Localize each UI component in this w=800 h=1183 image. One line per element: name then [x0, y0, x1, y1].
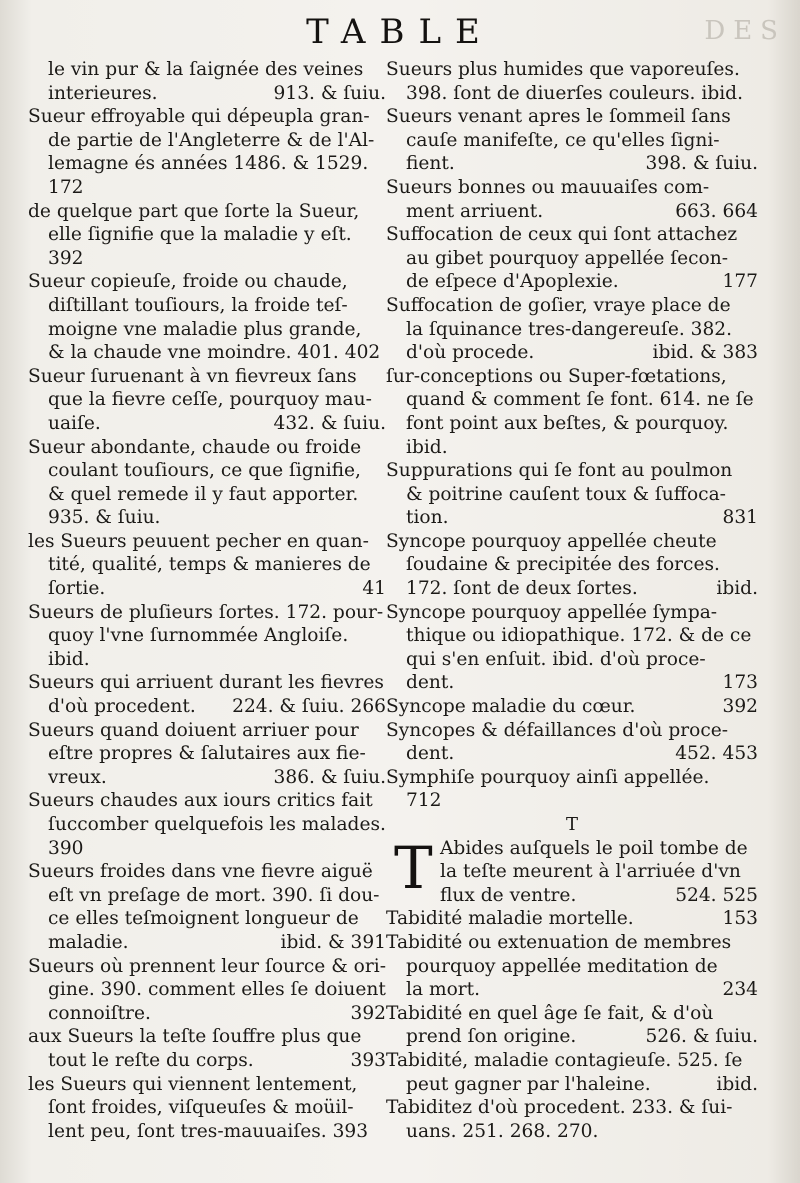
index-line — [386, 907, 758, 931]
index-line: eſtre propres & ſalutaires aux fie- — [48, 743, 366, 765]
entry-text: uaiſe. — [48, 412, 101, 434]
index-line — [28, 695, 386, 719]
index-line — [28, 82, 386, 106]
index-line: coulant touſiours, ce que ſignifie, — [48, 460, 361, 482]
index-line: Sueurs froides dans vne fievre aiguë — [28, 861, 373, 883]
index-line: 712 — [406, 790, 442, 812]
entry-text: prend ſon origine. — [406, 1026, 577, 1048]
entry-text: 172. ſont de deux ſortes. — [406, 578, 638, 600]
page-reference: 153 — [722, 908, 758, 930]
page-reference: 663. 664 — [675, 200, 758, 222]
index-line — [386, 577, 758, 601]
index-line: gine. 390. comment elles ſe doiuent — [48, 979, 386, 1001]
index-line: Sueurs bonnes ou mauuaiſes com- — [386, 176, 710, 198]
index-line — [386, 1073, 758, 1097]
index-line: Suffocation de goſier, vraye place de — [386, 294, 731, 316]
index-line: Sueurs quand doiuent arriuer pour — [28, 719, 359, 741]
entry-text: connoiſtre. — [48, 1002, 151, 1024]
index-line — [28, 577, 386, 601]
page-reference: 398. & ſuiu. — [645, 153, 758, 175]
index-line: ſoudaine & precipitée des forces. — [406, 554, 720, 576]
entry-text: de eſpece d'Apoplexie. — [406, 271, 619, 293]
index-column-left — [28, 58, 386, 1168]
index-line: Sueurs venant apres le ſommeil ſans — [386, 106, 731, 128]
page-reference: 524. 525 — [675, 884, 758, 906]
index-line — [386, 884, 758, 908]
index-line: Sueurs où prennent leur ſource & ori- — [28, 955, 386, 977]
entry-text: tout le reſte du corps. — [48, 1049, 254, 1071]
index-line: lent peu, ſont tres-mauuaiſes. 393 — [48, 1120, 369, 1142]
entry-text: dent. — [406, 672, 455, 694]
page-reference: 432. & ſuiu. — [273, 412, 386, 434]
index-line: le vin pur & la ſaignée des veines — [48, 59, 364, 80]
index-line: Symphiſe pourquoy ainſi appellée. — [386, 766, 710, 788]
index-line: Sueur abondante, chaude ou froide — [28, 436, 362, 458]
running-header — [0, 12, 800, 52]
entry-text: fient. — [406, 153, 455, 175]
index-line — [386, 978, 758, 1002]
section-letter: T — [565, 814, 578, 835]
index-line: aux Sueurs la teſte ſouffre plus que — [28, 1026, 362, 1048]
index-line — [28, 766, 386, 790]
index-line: & poitrine cauſent toux & ſuffoca- — [406, 483, 726, 505]
entries-t — [386, 833, 758, 1144]
index-line: uans. 251. 268. 270. — [406, 1120, 599, 1142]
index-line: & quel remede il y faut apporter. — [48, 483, 359, 505]
header-title: TABLE — [306, 12, 494, 52]
index-line — [386, 695, 758, 719]
index-line: diſtillant touſiours, la froide teſ- — [48, 294, 348, 316]
index-line — [28, 931, 386, 955]
index-line: 390 — [48, 837, 84, 859]
page-reference: ibid. — [716, 578, 758, 600]
index-line: Sueurs de pluſieurs ſortes. 172. pour- — [28, 601, 384, 623]
index-line: quand & comment ſe font. 614. ne ſe — [406, 389, 754, 411]
entry-text: interieures. — [48, 82, 158, 104]
entry-text: Tabidité maladie mortelle. — [386, 908, 634, 930]
page-reference: 41 — [362, 578, 386, 600]
index-line: 172 — [48, 176, 84, 198]
index-line: elle ſignifie que la maladie y eſt. — [48, 224, 352, 246]
index-line: de partie de l'Angleterre & de l'Al- — [48, 129, 375, 151]
page-reference: ibid. & 383 — [652, 342, 758, 364]
index-line — [28, 412, 386, 436]
drop-cap: T — [394, 833, 433, 902]
entries-t-block — [386, 833, 758, 1144]
page-reference: 392 — [350, 1002, 386, 1024]
index-line: font point aux beſtes, & pourquoy. — [406, 412, 729, 434]
index-line — [386, 341, 758, 365]
page-reference: 177 — [722, 271, 758, 293]
index-line: eſt vn preſage de mort. 390. ſi dou- — [48, 884, 380, 906]
index-line: lemagne és années 1486. & 1529. — [48, 153, 369, 175]
index-line: pourquoy appellée meditation de — [406, 955, 718, 977]
index-line: 398. ſont de diuerſes couleurs. ibid. — [406, 82, 743, 104]
index-line: quoy l'vne ſurnommée Angloiſe. — [48, 625, 349, 647]
entry-text: flux de ventre. — [440, 884, 577, 906]
index-line — [28, 1049, 386, 1073]
index-line: les Sueurs qui viennent lentement, — [28, 1073, 358, 1095]
entries-s — [386, 58, 758, 813]
index-line: ſont froides, viſqueuſes & moüil- — [48, 1097, 354, 1119]
index-line — [386, 671, 758, 695]
index-line: Suppurations qui ſe font au poulmon — [386, 460, 733, 482]
index-line: ibid. — [48, 648, 90, 670]
index-line: Tabidité en quel âge ſe fait, & d'où — [386, 1002, 714, 1024]
index-line: qui s'en enſuit. ibid. d'où proce- — [406, 648, 706, 670]
entry-text: Syncope maladie du cœur. — [386, 696, 636, 718]
entry-text: vreux. — [48, 766, 107, 788]
header-show-through: DES — [704, 16, 786, 46]
index-line: au gibet pourquoy appellée ſecon- — [406, 247, 729, 269]
index-line: moigne vne maladie plus grande, — [48, 318, 362, 340]
page-reference: 392 — [722, 696, 758, 718]
index-line: Sueurs qui arriuent durant les fievres — [28, 672, 384, 694]
page-reference: ibid. & 391 — [280, 931, 386, 953]
page-reference: 386. & ſuiu. — [273, 766, 386, 788]
index-line: tité, qualité, temps & manieres de — [48, 554, 371, 576]
index-line: Abides auſquels le poil tombe de — [440, 837, 748, 859]
index-line: Syncope pourquoy appellée cheute — [386, 530, 717, 552]
index-line: ſur-conceptions ou Super-fœtations, — [386, 365, 727, 387]
index-line — [386, 270, 758, 294]
index-line — [386, 200, 758, 224]
index-column-right — [386, 58, 758, 1168]
entry-text: la mort. — [406, 979, 481, 1001]
index-line: 392 — [48, 247, 84, 269]
index-line: Sueur ſuruenant à vn fievreux ſans — [28, 365, 357, 387]
entry-text: ſortie. — [48, 578, 106, 600]
index-line: ibid. — [406, 436, 448, 458]
page-reference: 831 — [722, 507, 758, 529]
index-line: Syncopes & défaillances d'où proce- — [386, 719, 729, 741]
index-line — [386, 1025, 758, 1049]
index-line: & la chaude vne moindre. 401. 402 — [48, 342, 381, 364]
index-line: les Sueurs peuuent pecher en quan- — [28, 530, 369, 552]
index-line: Syncope pourquoy appellée ſympa- — [386, 601, 718, 623]
entry-text: d'où procede. — [406, 342, 535, 364]
index-line: Sueurs plus humides que vaporeuſes. — [386, 59, 740, 80]
index-line: ſuccomber quelquefois les malades. — [48, 814, 386, 835]
index-line: Suffocation de ceux qui ſont attachez — [386, 224, 738, 246]
page-reference: 234 — [722, 979, 758, 1001]
index-line: la teſte meurent à l'arriuée d'vn — [440, 861, 741, 883]
index-line — [28, 1002, 386, 1026]
index-line: la ſquinance tres-dangereuſe. 382. — [406, 318, 733, 340]
index-line: Tabidité ou extenuation de membres — [386, 931, 732, 953]
index-line — [386, 152, 758, 176]
index-line: de quelque part que ſorte la Sueur, — [28, 200, 360, 222]
index-line: thique ou idiopathique. 172. & de ce — [406, 625, 752, 647]
page-reference: 224. & ſuiu. 266 — [232, 696, 386, 718]
page-reference: 452. 453 — [675, 743, 758, 765]
index-line: Sueur effroyable qui dépeupla gran- — [28, 106, 370, 128]
index-line: Tabiditez d'où procedent. 233. & ſui- — [386, 1097, 733, 1119]
index-line: Sueurs chaudes aux iours critics fait — [28, 790, 373, 812]
index-line: ce elles teſmoignent longueur de — [48, 908, 359, 930]
entry-text: maladie. — [48, 931, 129, 953]
index-line: 935. & ſuiu. — [48, 507, 161, 529]
entry-text: peut gagner par l'haleine. — [406, 1073, 651, 1095]
index-line: Sueur copieuſe, froide ou chaude, — [28, 271, 348, 293]
index-line — [386, 742, 758, 766]
index-line: Tabidité, maladie contagieuſe. 525. ſe — [386, 1049, 743, 1071]
index-line: cauſe manifeſte, ce qu'elles ſigni- — [406, 129, 720, 151]
entry-text: d'où procedent. — [48, 696, 196, 718]
page-reference: 526. & ſuiu. — [645, 1026, 758, 1048]
entry-text: tion. — [406, 507, 449, 529]
entry-text: ment arriuent. — [406, 200, 544, 222]
page-reference: ibid. — [716, 1073, 758, 1095]
index-line: que la fievre ceſſe, pourquoy mau- — [48, 389, 372, 411]
entry-text: dent. — [406, 743, 455, 765]
index-line — [386, 506, 758, 530]
page-reference: 913. & ſuiu. — [273, 82, 386, 104]
page-reference: 173 — [722, 672, 758, 694]
page-reference: 393 — [350, 1049, 386, 1071]
